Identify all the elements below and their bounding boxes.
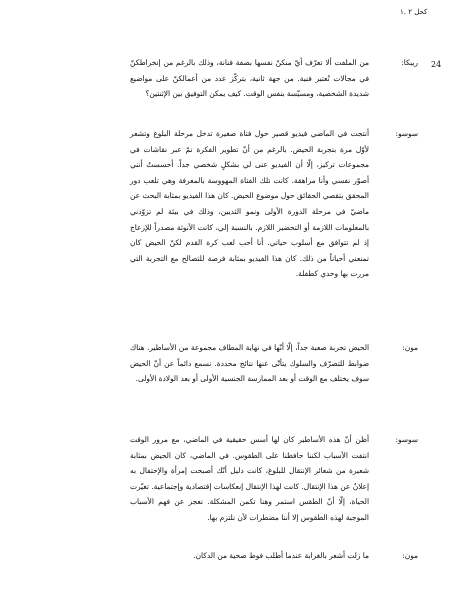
dialogue-text: أنتجت في الماضي فيديو قصير حول فتاة صغيرة تدخل مرحلة البلوغ وتشعر لأوّل مرة بتجربة الحيض. بالرغم من أنّ تطوير الفكرة تمّ عبر نقاشات في مجموعات تركيز، إلّا أن الفيديو عنى لي بشكلٍ شخصي جداً. أحسستُ أنني أصوّر نفسي وأنا مراهقة. كانت تلك الفتاة المهووسة بالمعرفة وهي تلعب دور المحقق بتقصي الحقائق حول موضوع الحيض. كان هذا الفيديو بمثابة البحث عن ماضيّ في مرحلة الدورة الأولى ونمو الثديين، وذلك في بيئة لم تزوّدني بالمعلومات اللازمة أو التحضير اللازم. بالنسبة إلي، كانت الأنوثة مصدراً للإزعاج إذ لم تتوافق مع أسلوب حياتي. أنا أحب لعب كرة القدم لكنّ الحيض كان تمنعني أحياناً من ذلك. كان هذا الفيديو بمثابة فرصة للتصالح مع التجربة التي مررت بها وحدي كطفلة. bbox=[130, 129, 369, 279]
running-header: كحل ٢ .١ bbox=[400, 8, 428, 16]
speaker-label: سوسو: bbox=[395, 435, 418, 444]
dialogue-text: من الملفت ألا تعرّف أيّ منكنّ نفسها بصفة فنانة، وذلك بالرغم من إنخراطكنّ في مجالات تُعتبر فنية. من جهة ثانية، بتركّز عدد من أعمالكنّ على مواضيع شديدة الشخصية، ومسيّسة بنفس الوقت. كيف يمكن التوفيق بين الإثنتين؟ bbox=[130, 58, 369, 99]
speaker-label: مون: bbox=[402, 551, 418, 560]
speaker-label: سوسو: bbox=[395, 129, 418, 138]
dialogue-text: الحيض تجربة صعبة جداً، إلّا أنّها في نهاية المطاف مجموعة من الأساطير. هناك ضوابط للتصرّف والسلوك يتأتّى عنها نتائج محددة. نسمع دائماً عن أنّ الحيض سوف يختلف مع الوقت أو بعد الممارسة الجنسية الأولى أو بعد الولادة الأولى. bbox=[130, 343, 369, 384]
dialogue-text: ما زلت أشعر بالغرابة عندما أطلب فوط صحية من الدكان. bbox=[193, 551, 369, 560]
speaker-label: ريبكا: bbox=[401, 58, 418, 67]
dialogue-text: أظن أنّ هذه الأساطير كان لها أسس حقيقية في الماضي، مع مرور الوقت انتفت الأسباب لكننا حافظنا على الطقوس. في الماضي، كان الحيض بمثابة شعيرة من شعائر الإنتقال للبلوغ، كانت دليل أنّك أصبحت إمرأة والإحتفال به إعلانٌ عن هذا الإنتقال. كانت لهذا الإنتقال إنعكاسات إقتصادية وإجتماعية. تغيّرت الحياة، إلّا أنّ الطقس استمر وهنا تكمن المشكلة. نعجز عن فهم الأسباب الموجبة لهذه الطقوس إلا أننا مضطرات لأن نلتزم بها. bbox=[130, 435, 369, 522]
page-number: 24 bbox=[431, 60, 442, 69]
speaker-label: مون: bbox=[402, 343, 418, 352]
